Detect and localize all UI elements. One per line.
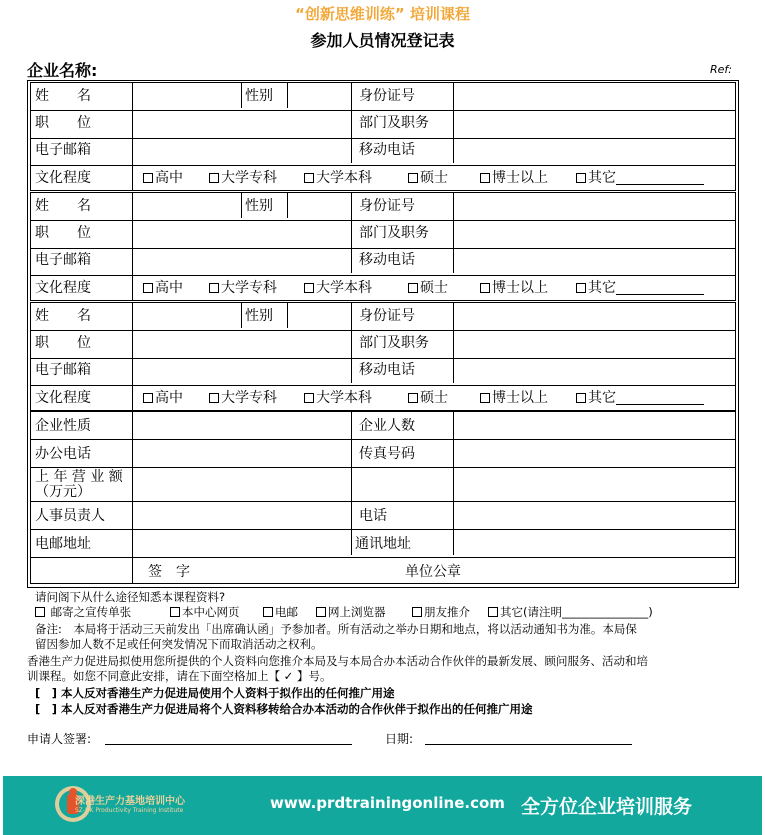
participant-block-1 <box>30 82 736 191</box>
company-seal-label: 单位公章 <box>405 564 461 580</box>
revenue-label-line2: （万元） <box>35 484 91 500</box>
channel-option-friend[interactable]: 朋友推介 <box>412 605 470 619</box>
education-option[interactable]: 大学专科 <box>209 169 277 187</box>
channel-options <box>35 605 735 619</box>
education-option[interactable]: 大学本科 <box>304 279 372 297</box>
name-label: 姓 名 <box>35 308 91 324</box>
remark-line-1: 备注: 本局将于活动三天前发出「出席确认函」予参加者。所有活动之举办日期和地点，将以活动通知书为准。本局保 <box>35 622 637 636</box>
mobile-label: 移动电话 <box>359 252 415 268</box>
checkbox-icon <box>480 173 490 183</box>
education-option[interactable]: 硕士 <box>408 389 448 407</box>
channel-option-browser[interactable]: 网上浏览器 <box>316 605 386 619</box>
checkbox-icon <box>170 607 180 617</box>
other-underline <box>616 171 704 185</box>
form-title: 参加人员情况登记表 <box>310 31 455 50</box>
position-label: 职 位 <box>35 335 91 351</box>
education-option[interactable]: 硕士 <box>408 279 448 297</box>
education-option[interactable]: 硕士 <box>408 169 448 187</box>
remark-line-2: 留因参加人数不足或任何突发情况下而取消活动之权利。 <box>35 637 323 651</box>
office-phone-label: 办公电话 <box>35 446 91 462</box>
education-option[interactable]: 高中 <box>143 389 183 407</box>
other-underline <box>616 391 704 405</box>
footer-url-link[interactable]: www.prdtrainingonline.com <box>270 794 505 812</box>
email-label: 电子邮箱 <box>35 362 91 378</box>
education-label: 文化程度 <box>35 170 91 186</box>
objection-checkbox-2[interactable]: [ ] 本人反对香港生产力促进局将个人资料移转给合办本活动的合作伙伴于拟作出的任何推广用途 <box>35 702 533 716</box>
footer-banner <box>3 776 762 835</box>
checkbox-icon <box>143 173 153 183</box>
checkbox-icon <box>304 173 314 183</box>
education-option[interactable]: 其它 <box>576 169 704 187</box>
participant-block-2 <box>30 192 736 301</box>
mail-address-label: 通讯地址 <box>355 536 411 552</box>
company-info-block <box>30 411 736 584</box>
checkbox-icon <box>304 393 314 403</box>
checkbox-icon <box>143 393 153 403</box>
company-nature-label: 企业性质 <box>35 418 91 434</box>
checkbox-icon <box>488 607 498 617</box>
company-name-label: 企业名称: <box>27 61 98 80</box>
education-label: 文化程度 <box>35 280 91 296</box>
name-label: 姓 名 <box>35 88 91 104</box>
education-option[interactable]: 高中 <box>143 279 183 297</box>
checkbox-icon <box>35 607 45 617</box>
checkbox-icon <box>408 393 418 403</box>
privacy-line-1: 香港生产力促进局拟使用您所提供的个人资料向您推介本局及与本局合办本活动合作伙伴的最新发展、顾问服务、活动和培 <box>27 654 648 668</box>
revenue-label-line1: 上 年 营 业 额 <box>35 469 123 485</box>
channel-option-email[interactable]: 电邮 <box>263 605 298 619</box>
education-option[interactable]: 大学专科 <box>209 389 277 407</box>
education-option[interactable]: 其它 <box>576 389 704 407</box>
email-address-label: 电邮地址 <box>35 536 91 552</box>
education-option[interactable]: 博士以上 <box>480 279 548 297</box>
other-underline <box>616 281 704 295</box>
education-option[interactable]: 大学本科 <box>304 389 372 407</box>
logo-text-en: SZ-HK Productivity Training Institute <box>75 807 184 814</box>
checkbox-icon <box>576 393 586 403</box>
education-option[interactable]: 大学本科 <box>304 169 372 187</box>
checkbox-icon <box>143 283 153 293</box>
gender-label: 性别 <box>245 88 273 104</box>
position-label: 职 位 <box>35 115 91 131</box>
channel-option-other[interactable]: 其它(请注明_______________) <box>488 605 653 619</box>
education-option[interactable]: 博士以上 <box>480 389 548 407</box>
channel-question: 请问阁下从什么途径知悉本课程资料? <box>35 590 226 604</box>
checkbox-icon <box>412 607 422 617</box>
checkbox-icon <box>408 173 418 183</box>
participant-block-3 <box>30 302 736 411</box>
checkbox-icon <box>316 607 326 617</box>
course-title: “创新思维训练” 培训课程 <box>295 5 470 23</box>
hr-manager-label: 人事员责人 <box>35 508 105 524</box>
checkbox-icon <box>576 283 586 293</box>
logo-text-cn: 深港生产力基地培训中心 <box>75 796 185 807</box>
channel-option-website[interactable]: 本中心网页 <box>170 605 240 619</box>
id-number-label: 身份证号 <box>359 308 415 324</box>
mobile-label: 移动电话 <box>359 362 415 378</box>
checkbox-icon <box>263 607 273 617</box>
id-number-label: 身份证号 <box>359 88 415 104</box>
channel-option-mail[interactable]: 邮寄之宣传单张 <box>35 605 131 619</box>
checkbox-icon <box>480 283 490 293</box>
footer-slogan: 全方位企业培训服务 <box>521 796 693 818</box>
gender-label: 性别 <box>245 198 273 214</box>
education-option[interactable]: 高中 <box>143 169 183 187</box>
checkbox-icon <box>304 283 314 293</box>
email-label: 电子邮箱 <box>35 252 91 268</box>
checkbox-icon <box>209 393 219 403</box>
date-label: 日期: <box>385 732 414 746</box>
checkbox-icon <box>576 173 586 183</box>
department-label: 部门及职务 <box>359 225 429 241</box>
department-label: 部门及职务 <box>359 335 429 351</box>
signature-label: 签 字 <box>148 564 190 580</box>
checkbox-icon <box>408 283 418 293</box>
id-number-label: 身份证号 <box>359 198 415 214</box>
registration-table <box>27 80 739 588</box>
checkbox-icon <box>209 283 219 293</box>
department-label: 部门及职务 <box>359 115 429 131</box>
objection-checkbox-1[interactable]: [ ] 本人反对香港生产力促进局使用个人资料于拟作出的任何推广用途 <box>35 686 395 700</box>
education-option[interactable]: 大学专科 <box>209 279 277 297</box>
fax-label: 传真号码 <box>359 446 415 462</box>
employee-count-label: 企业人数 <box>359 418 415 434</box>
checkbox-icon <box>209 173 219 183</box>
position-label: 职 位 <box>35 225 91 241</box>
education-label: 文化程度 <box>35 390 91 406</box>
hr-phone-label: 电话 <box>359 508 387 524</box>
gender-label: 性别 <box>245 308 273 324</box>
ref-label: Ref: <box>710 63 732 76</box>
education-option[interactable]: 其它 <box>576 279 704 297</box>
privacy-line-2: 训课程。如您不同意此安排，请在下面空格加上【 ✓ 】号。 <box>27 669 332 683</box>
email-label: 电子邮箱 <box>35 142 91 158</box>
date-line[interactable] <box>425 744 632 745</box>
applicant-signature-line[interactable] <box>105 744 352 745</box>
name-label: 姓 名 <box>35 198 91 214</box>
applicant-signature-label: 申请人签署: <box>27 732 92 746</box>
education-option[interactable]: 博士以上 <box>480 169 548 187</box>
mobile-label: 移动电话 <box>359 142 415 158</box>
checkbox-icon <box>480 393 490 403</box>
